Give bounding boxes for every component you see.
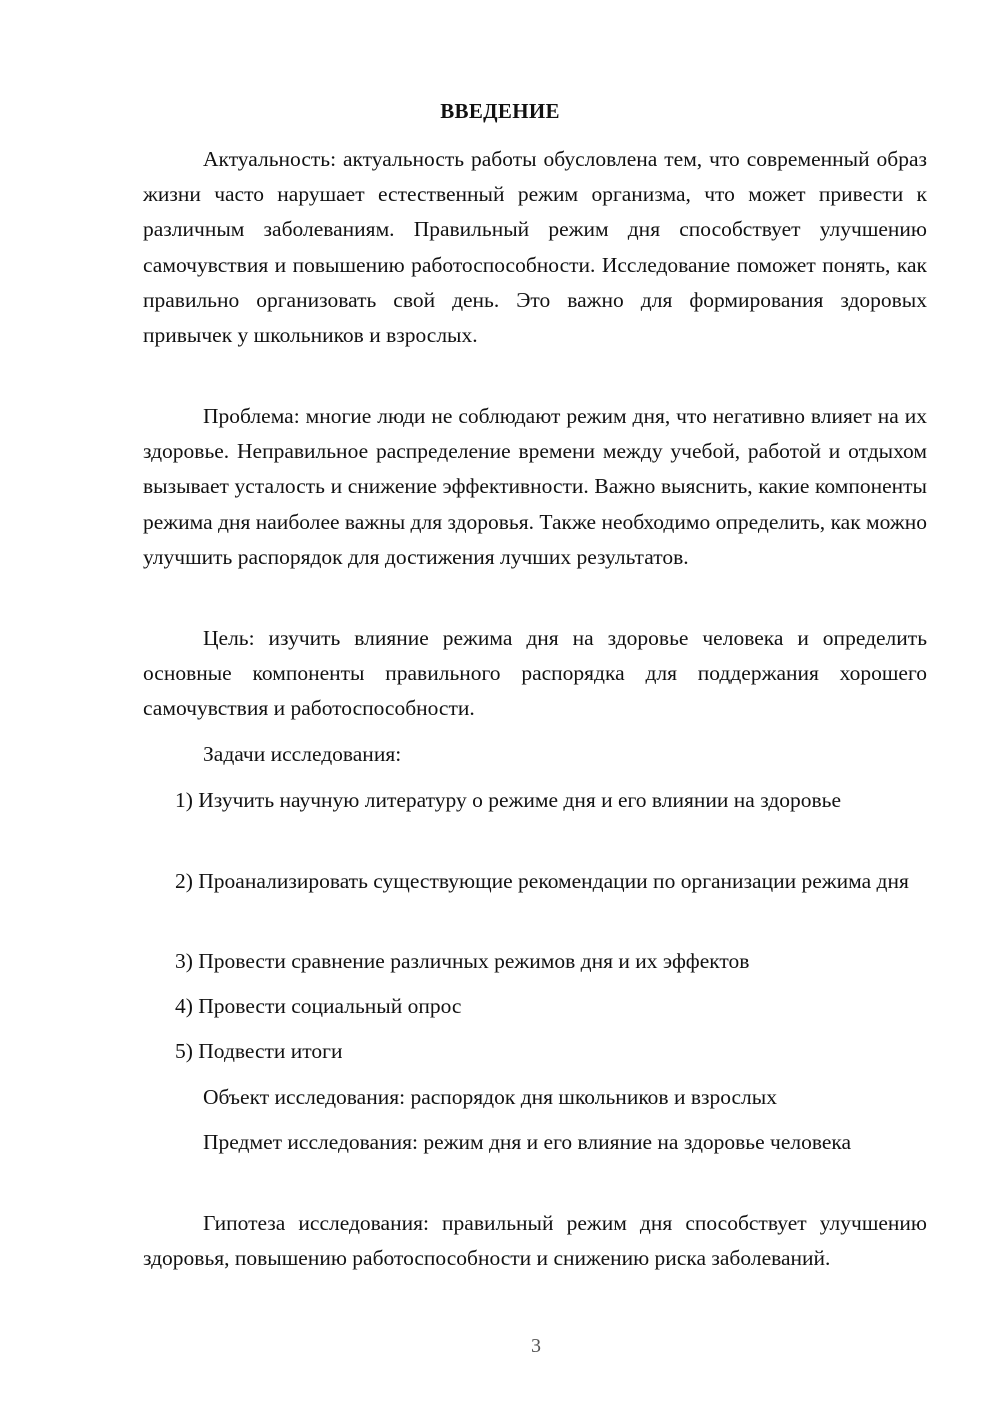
paragraph-subject: Предмет исследования: режим дня и его влияние на здоровье человека [203,1130,852,1154]
paragraph-tasks-heading: Задачи исследования: [203,742,402,766]
paragraph-goal: Цель: изучить влияние режима дня на здоровье человека и определить основные компоненты правильного распорядка для поддержания хорошего самочувствия и работоспособности. [143,626,927,721]
task-item-2: 2) Проанализировать существующие рекомендации по организации режима дня [175,869,909,893]
paragraph-hypothesis: Гипотеза исследования: правильный режим дня способствует улучшению здоровья, повышению работоспособности и снижению риска заболеваний. [143,1211,927,1271]
task-item-3: 3) Провести сравнение различных режимов дня и их эффектов [175,949,750,973]
task-item-4: 4) Провести социальный опрос [175,994,462,1018]
paragraph-problem: Проблема: многие люди не соблюдают режим дня, что негативно влияет на их здоровье. Неправильное распределение времени между учебой, работой и отдыхом вызывает усталость и снижение эффективности. Важно выяснить, какие компоненты режима дня наиболее важны для здоровья. Также необходимо определить, как можно улучшить распорядок для достижения лучших результатов. [143,404,927,569]
page-title: ВВЕДЕНИЕ [440,99,560,123]
task-item-1: 1) Изучить научную литературу о режиме дня и его влиянии на здоровье [175,788,842,812]
page-number: 3 [531,1335,541,1357]
task-item-5: 5) Подвести итоги [175,1039,343,1063]
paragraph-object: Объект исследования: распорядок дня школьников и взрослых [203,1085,777,1109]
paragraph-relevance: Актуальность: актуальность работы обусловлена тем, что современный образ жизни часто нарушает естественный режим организма, что может привести к различным заболеваниям. Правильный режим дня способствует улучшению самочувствия и повышению работоспособности. Исследование поможет понять, как правильно организовать свой день. Это важно для формирования здоровых привычек у школьников и взрослых. [143,147,927,348]
